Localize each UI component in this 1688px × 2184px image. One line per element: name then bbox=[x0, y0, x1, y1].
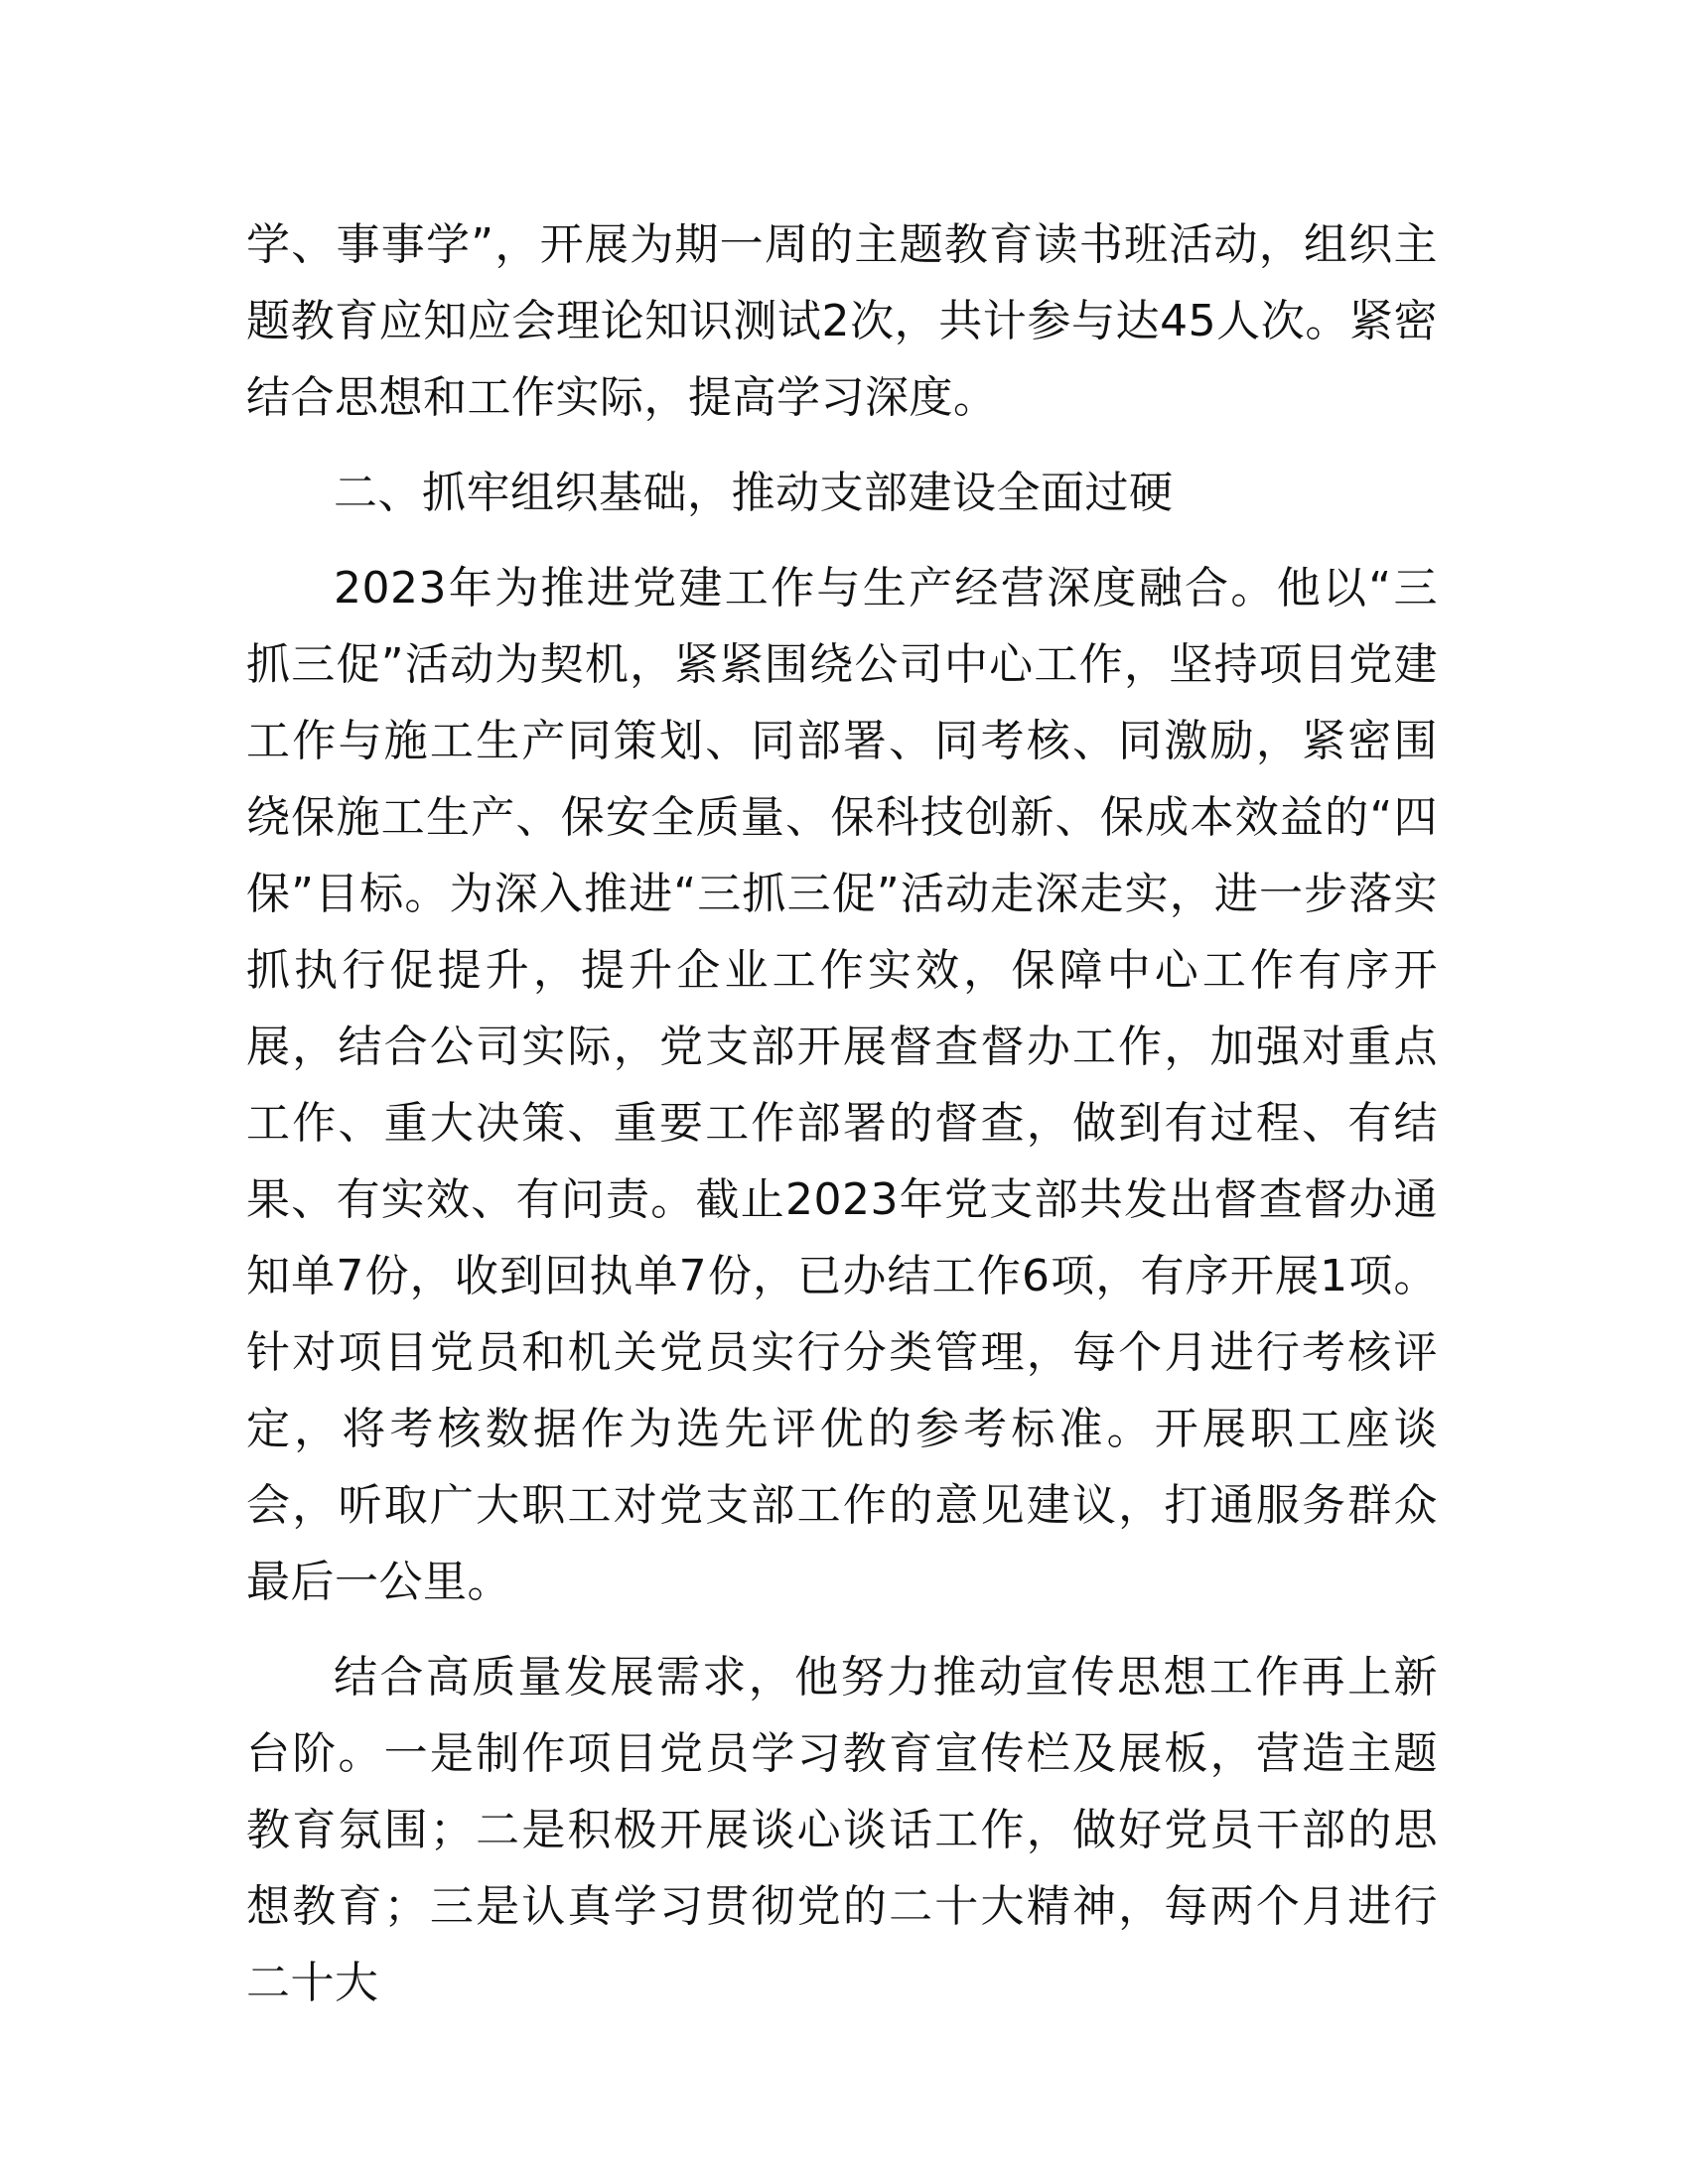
continuation-paragraph: 学、事事学”，开展为期一周的主题教育读书班活动，组织主题教育应知应会理论知识测试2次，共计参与达45人次。紧密结合思想和工作实际，提高学习深度。 bbox=[246, 219, 1438, 423]
document-body bbox=[246, 206, 1438, 2021]
section-heading: 二、抓牢组织基础，推动支部建设全面过硬 bbox=[334, 468, 1174, 518]
body-paragraph: 结合高质量发展需求，他努力推动宣传思想工作再上新台阶。一是制作项目党员学习教育宣传栏及展板，营造主题教育氛围；二是积极开展谈心谈话工作，做好党员干部的思想教育；三是认真学习贯彻党的二十大精神，每两个月进行二十大 bbox=[246, 1652, 1438, 2008]
body-paragraph: 2023年为推进党建工作与生产经营深度融合。他以“三抓三促”活动为契机，紧紧围绕公司中心工作，坚持项目党建工作与施工生产同策划、同部署、同考核、同激励，紧密围绕保施工生产、保安全质量、保科技创新、保成本效益的“四保”目标。为深入推进“三抓三促”活动走深走实，进一步落实抓执行促提升，提升企业工作实效，保障中心工作有序开展，结合公司实际，党支部开展督查督办工作，加强对重点工作、重大决策、重要工作部署的督查，做到有过程、有结果、有实效、有问责。截止2023年党支部共发出督查督办通知单7份，收到回执单7份，已办结工作6项，有序开展1项。针对项目党员和机关党员实行分类管理，每个月进行考核评定，将考核数据作为选先评优的参考标准。开展职工座谈会，听取广大职工对党支部工作的意见建议，打通服务群众最后一公里。 bbox=[246, 563, 1438, 1607]
